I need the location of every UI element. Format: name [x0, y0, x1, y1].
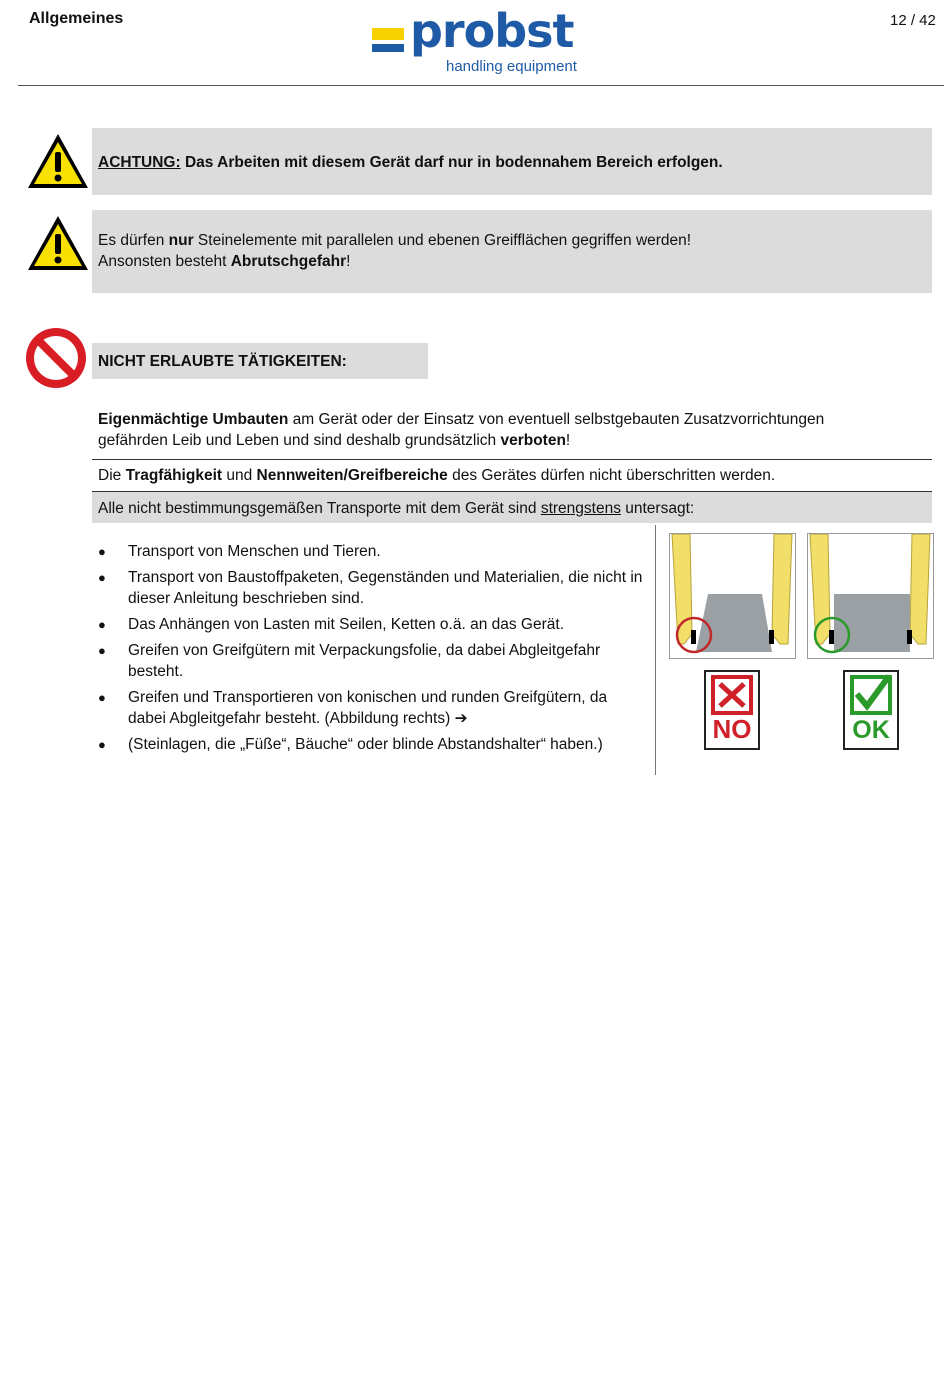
cross-icon [706, 672, 758, 716]
warning-label: ACHTUNG: [98, 154, 181, 171]
paragraph-capacity: Die Tragfähigkeit und Nennweiten/Greifbereiche des Gerätes dürfen nicht überschritten werden. [98, 467, 776, 484]
warning-triangle-icon [26, 132, 90, 190]
checkmark-icon [845, 672, 897, 716]
forbidden-title: NICHT ERLAUBTE TÄTIGKEITEN: [92, 343, 428, 379]
section-title: Allgemeines [29, 10, 124, 27]
forbidden-list [98, 541, 643, 760]
header-divider [18, 85, 944, 86]
list-item: ● Transport von Baustoffpaketen, Gegenständen und Materialien, die nicht in dieser Anleitung beschrieben sind. [98, 567, 643, 609]
warning-text: Das Arbeiten mit diesem Gerät darf nur in bodennahem Bereich erfolgen. [180, 154, 723, 171]
probst-logo [372, 4, 598, 80]
no-badge [704, 670, 760, 750]
list-item: ● Das Anhängen von Lasten mit Seilen, Ketten o.ä. an das Gerät. [98, 614, 643, 635]
figure-conical-gripping [669, 533, 796, 659]
ok-label: OK [852, 716, 890, 744]
warning-triangle-icon [26, 214, 90, 272]
figure-parallel-gripping [807, 533, 934, 659]
no-label: NO [712, 714, 752, 744]
ok-badge [843, 670, 899, 750]
paragraph-modifications: Eigenmächtige Umbauten am Gerät oder der Einsatz von eventuell selbstgebauten Zusatzvorrichtungen gefährden Leib und Leben und sind deshalb grundsätzlich verboten! [98, 411, 825, 449]
logo-subtitle: handling equipment [446, 58, 577, 75]
warning-line-1: Es dürfen nur Steinelemente mit parallelen und ebenen Greifflächen gegriffen werden! [98, 232, 692, 249]
column-divider [655, 525, 656, 775]
prohibited-icon [24, 326, 88, 390]
list-item: ● (Steinlagen, die „Füße“, Bäuche“ oder blinde Abstandshalter“ haben.) [98, 734, 643, 755]
warning-box-2 [92, 210, 932, 293]
page-number: 12 / 42 [890, 12, 936, 29]
paragraph-transports: Alle nicht bestimmungsgemäßen Transporte mit dem Gerät sind strengstens untersagt: [92, 492, 932, 523]
list-item: ● Transport von Menschen und Tieren. [98, 541, 643, 562]
divider [92, 459, 932, 460]
logo-wordmark: probst [410, 4, 574, 58]
warning-line-2: Ansonsten besteht Abrutschgefahr! [98, 253, 351, 270]
list-item: ● Greifen und Transportieren von konischen und runden Greifgütern, da dabei Abgleitgefahr besteht. (Abbildung rechts) ➔ [98, 687, 643, 729]
warning-box-1 [92, 128, 932, 195]
list-item: ● Greifen von Greifgütern mit Verpackungsfolie, da dabei Abgleitgefahr besteht. [98, 640, 643, 682]
